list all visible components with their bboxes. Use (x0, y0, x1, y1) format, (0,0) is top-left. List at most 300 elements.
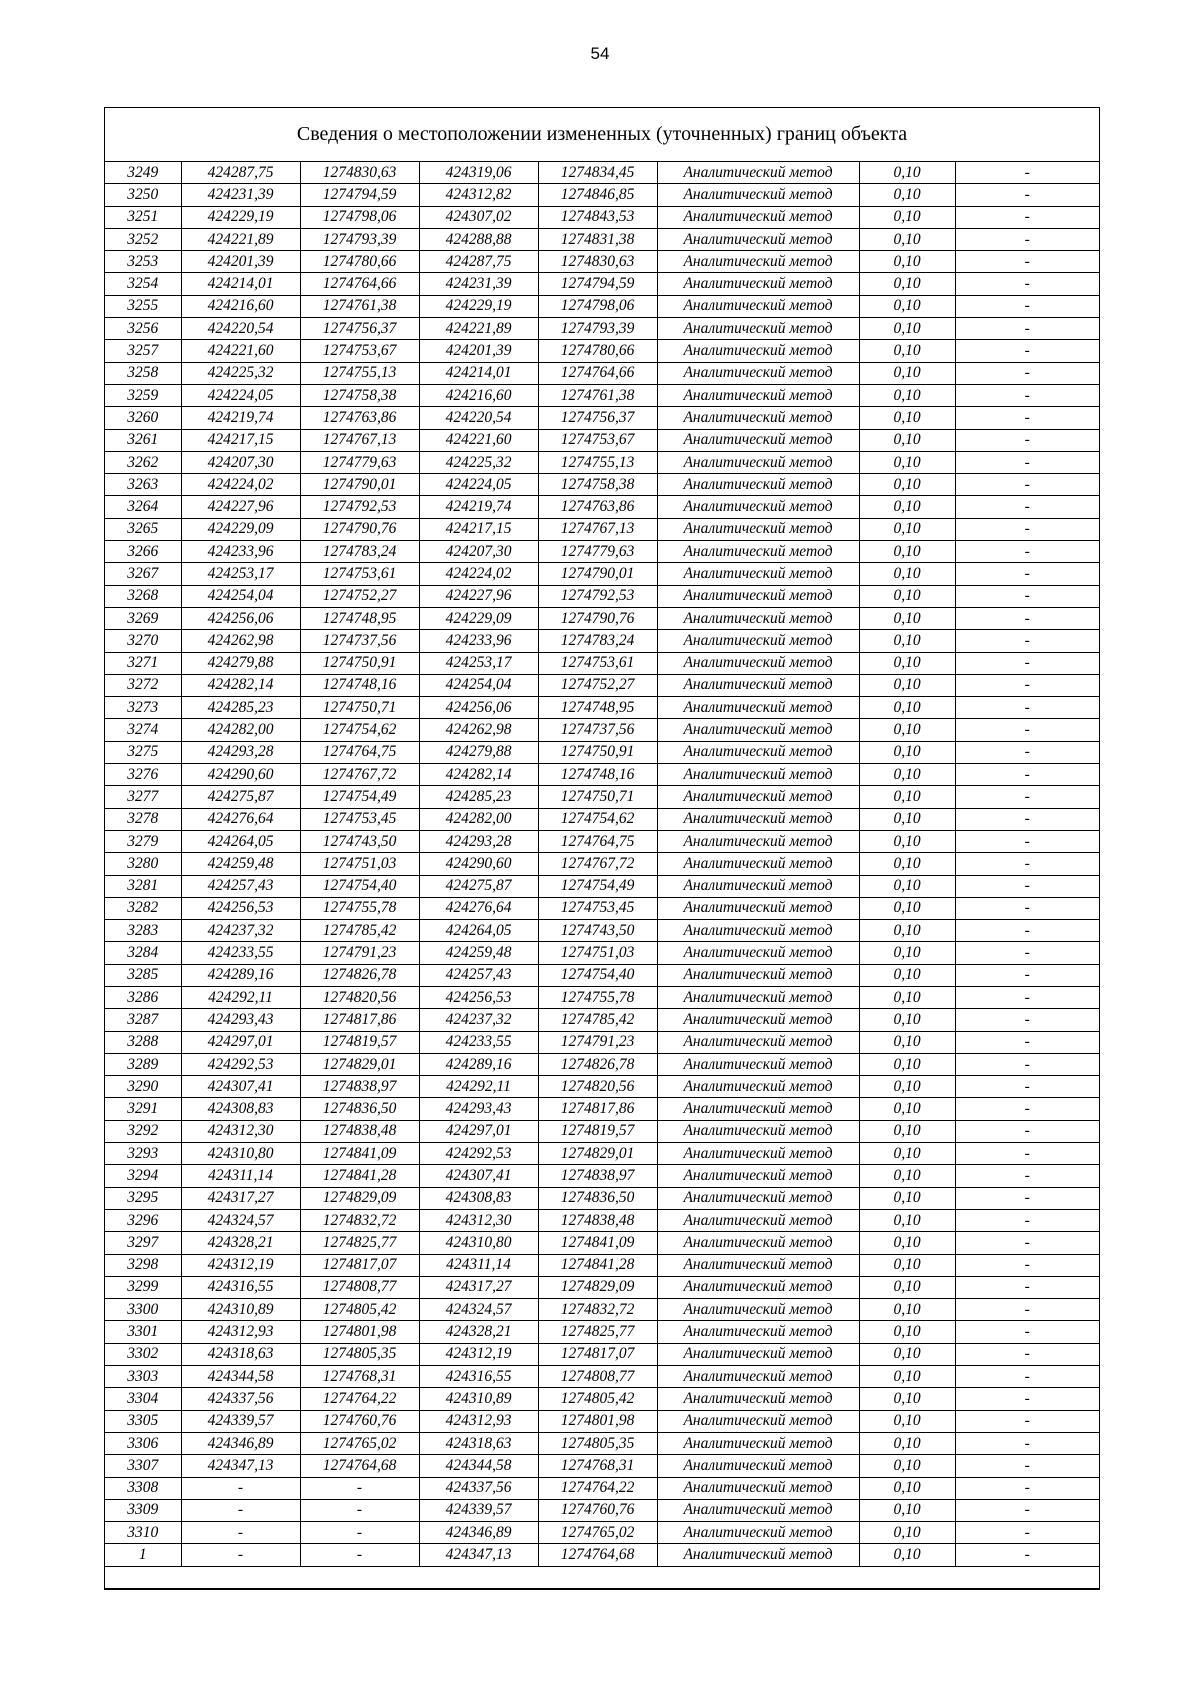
table-row (105, 1432, 1099, 1454)
method-cell: Аналитический метод (657, 474, 859, 496)
description-cell: - (955, 607, 1099, 629)
new-y-cell: 1274754,49 (538, 875, 657, 897)
precision-cell: 0,10 (859, 697, 955, 719)
new-x-cell: 424293,43 (419, 1098, 538, 1120)
old-x-cell: 424227,96 (181, 496, 300, 518)
point-number-cell: 3302 (105, 1343, 181, 1365)
method-cell: Аналитический метод (657, 206, 859, 228)
point-number-cell: 3300 (105, 1299, 181, 1321)
new-x-cell: 424219,74 (419, 496, 538, 518)
old-y-cell: 1274752,27 (300, 585, 419, 607)
precision-cell: 0,10 (859, 964, 955, 986)
old-x-cell: 424293,43 (181, 1009, 300, 1031)
description-cell: - (955, 1031, 1099, 1053)
table-row (105, 1053, 1099, 1075)
description-cell: - (955, 1187, 1099, 1209)
old-y-cell: 1274785,42 (300, 920, 419, 942)
new-x-cell: 424264,05 (419, 920, 538, 942)
method-cell: Аналитический метод (657, 451, 859, 473)
method-cell: Аналитический метод (657, 362, 859, 384)
new-y-cell: 1274764,22 (538, 1477, 657, 1499)
new-y-cell: 1274750,71 (538, 786, 657, 808)
old-y-cell: 1274755,78 (300, 897, 419, 919)
old-x-cell: 424308,83 (181, 1098, 300, 1120)
new-y-cell: 1274832,72 (538, 1299, 657, 1321)
new-x-cell: 424207,30 (419, 541, 538, 563)
new-y-cell: 1274768,31 (538, 1455, 657, 1477)
description-cell: - (955, 1388, 1099, 1410)
description-cell: - (955, 875, 1099, 897)
old-x-cell: 424347,13 (181, 1455, 300, 1477)
old-x-cell: 424293,28 (181, 741, 300, 763)
old-y-cell: 1274841,09 (300, 1143, 419, 1165)
method-cell: Аналитический метод (657, 1522, 859, 1544)
old-y-cell: 1274764,22 (300, 1388, 419, 1410)
old-y-cell: 1274836,50 (300, 1098, 419, 1120)
precision-cell: 0,10 (859, 206, 955, 228)
precision-cell: 0,10 (859, 920, 955, 942)
description-cell: - (955, 384, 1099, 406)
old-x-cell: 424292,53 (181, 1053, 300, 1075)
description-cell: - (955, 697, 1099, 719)
old-y-cell: 1274838,48 (300, 1120, 419, 1142)
new-x-cell: 424229,09 (419, 607, 538, 629)
table-row (105, 541, 1099, 563)
point-number-cell: 3269 (105, 607, 181, 629)
method-cell: Аналитический метод (657, 340, 859, 362)
new-x-cell: 424254,04 (419, 674, 538, 696)
table-row (105, 1165, 1099, 1187)
point-number-cell: 3273 (105, 697, 181, 719)
method-cell: Аналитический метод (657, 920, 859, 942)
new-x-cell: 424257,43 (419, 964, 538, 986)
table-row (105, 986, 1099, 1008)
new-x-cell: 424227,96 (419, 585, 538, 607)
new-y-cell: 1274819,57 (538, 1120, 657, 1142)
method-cell: Аналитический метод (657, 697, 859, 719)
method-cell: Аналитический метод (657, 429, 859, 451)
precision-cell: 0,10 (859, 585, 955, 607)
old-x-cell: 424346,89 (181, 1432, 300, 1454)
old-x-cell: 424201,39 (181, 251, 300, 273)
table-row (105, 563, 1099, 585)
table-row (105, 474, 1099, 496)
old-y-cell: 1274817,07 (300, 1254, 419, 1276)
new-x-cell: 424289,16 (419, 1053, 538, 1075)
table-row (105, 652, 1099, 674)
new-y-cell: 1274755,78 (538, 986, 657, 1008)
point-number-cell: 3309 (105, 1499, 181, 1521)
point-number-cell: 3266 (105, 541, 181, 563)
old-y-cell: 1274764,66 (300, 273, 419, 295)
point-number-cell: 3297 (105, 1232, 181, 1254)
old-y-cell: - (300, 1522, 419, 1544)
table-row (105, 1187, 1099, 1209)
table-row (105, 1321, 1099, 1343)
old-x-cell: 424229,09 (181, 518, 300, 540)
description-cell: - (955, 1165, 1099, 1187)
table-row (105, 1232, 1099, 1254)
point-number-cell: 3279 (105, 830, 181, 852)
table-row (105, 340, 1099, 362)
description-cell: - (955, 1009, 1099, 1031)
description-cell: - (955, 1098, 1099, 1120)
old-y-cell: 1274764,75 (300, 741, 419, 763)
new-x-cell: 424262,98 (419, 719, 538, 741)
old-x-cell: 424328,21 (181, 1232, 300, 1254)
table-row (105, 1120, 1099, 1142)
old-x-cell: 424221,60 (181, 340, 300, 362)
old-x-cell: 424219,74 (181, 407, 300, 429)
table-row (105, 1499, 1099, 1521)
table-row (105, 741, 1099, 763)
new-y-cell: 1274817,86 (538, 1098, 657, 1120)
new-x-cell: 424233,55 (419, 1031, 538, 1053)
point-number-cell: 3252 (105, 228, 181, 250)
new-x-cell: 424221,60 (419, 429, 538, 451)
new-y-cell: 1274783,24 (538, 630, 657, 652)
new-x-cell: 424346,89 (419, 1522, 538, 1544)
old-x-cell: 424337,56 (181, 1388, 300, 1410)
old-y-cell: 1274767,72 (300, 764, 419, 786)
old-x-cell: 424317,27 (181, 1187, 300, 1209)
table-title: Сведения о местоположении измененных (уточненных) границ объекта (105, 108, 1099, 162)
precision-cell: 0,10 (859, 1254, 955, 1276)
table-row (105, 1143, 1099, 1165)
new-x-cell: 424316,55 (419, 1366, 538, 1388)
new-x-cell: 424310,80 (419, 1232, 538, 1254)
description-cell: - (955, 228, 1099, 250)
description-cell: - (955, 206, 1099, 228)
description-cell: - (955, 1455, 1099, 1477)
new-x-cell: 424224,02 (419, 563, 538, 585)
method-cell: Аналитический метод (657, 585, 859, 607)
old-y-cell: 1274743,50 (300, 830, 419, 852)
point-number-cell: 3260 (105, 407, 181, 429)
table-row (105, 1366, 1099, 1388)
point-number-cell: 3250 (105, 184, 181, 206)
method-cell: Аналитический метод (657, 273, 859, 295)
new-x-cell: 424310,89 (419, 1388, 538, 1410)
new-y-cell: 1274750,91 (538, 741, 657, 763)
description-cell: - (955, 585, 1099, 607)
table-row (105, 518, 1099, 540)
point-number-cell: 3267 (105, 563, 181, 585)
description-cell: - (955, 674, 1099, 696)
new-y-cell: 1274805,42 (538, 1388, 657, 1410)
point-number-cell: 3256 (105, 318, 181, 340)
old-x-cell: 424282,14 (181, 674, 300, 696)
description-cell: - (955, 1232, 1099, 1254)
new-y-cell: 1274753,45 (538, 897, 657, 919)
new-y-cell: 1274794,59 (538, 273, 657, 295)
precision-cell: 0,10 (859, 184, 955, 206)
table-row (105, 1455, 1099, 1477)
point-number-cell: 3283 (105, 920, 181, 942)
old-y-cell: - (300, 1544, 419, 1566)
new-x-cell: 424307,41 (419, 1165, 538, 1187)
new-x-cell: 424201,39 (419, 340, 538, 362)
new-x-cell: 424308,83 (419, 1187, 538, 1209)
description-cell: - (955, 964, 1099, 986)
table-row (105, 1522, 1099, 1544)
new-y-cell: 1274764,75 (538, 830, 657, 852)
precision-cell: 0,10 (859, 719, 955, 741)
new-x-cell: 424317,27 (419, 1276, 538, 1298)
old-y-cell: 1274829,09 (300, 1187, 419, 1209)
new-y-cell: 1274779,63 (538, 541, 657, 563)
description-cell: - (955, 920, 1099, 942)
new-y-cell: 1274763,86 (538, 496, 657, 518)
new-x-cell: 424292,11 (419, 1076, 538, 1098)
old-y-cell: 1274793,39 (300, 228, 419, 250)
old-x-cell: 424256,53 (181, 897, 300, 919)
old-x-cell: 424224,02 (181, 474, 300, 496)
precision-cell: 0,10 (859, 786, 955, 808)
precision-cell: 0,10 (859, 1209, 955, 1231)
table-row (105, 384, 1099, 406)
precision-cell: 0,10 (859, 830, 955, 852)
table-row (105, 875, 1099, 897)
table-row (105, 228, 1099, 250)
precision-cell: 0,10 (859, 563, 955, 585)
method-cell: Аналитический метод (657, 295, 859, 317)
description-cell: - (955, 340, 1099, 362)
old-y-cell: 1274754,40 (300, 875, 419, 897)
new-y-cell: 1274748,95 (538, 697, 657, 719)
precision-cell: 0,10 (859, 318, 955, 340)
precision-cell: 0,10 (859, 1232, 955, 1254)
new-y-cell: 1274743,50 (538, 920, 657, 942)
description-cell: - (955, 407, 1099, 429)
old-y-cell: 1274783,24 (300, 541, 419, 563)
description-cell: - (955, 741, 1099, 763)
new-y-cell: 1274805,35 (538, 1432, 657, 1454)
method-cell: Аналитический метод (657, 541, 859, 563)
page-number: 54 (590, 44, 610, 63)
new-x-cell: 424339,57 (419, 1499, 538, 1521)
old-x-cell: 424310,89 (181, 1299, 300, 1321)
new-y-cell: 1274780,66 (538, 340, 657, 362)
point-number-cell: 3304 (105, 1388, 181, 1410)
new-y-cell: 1274838,97 (538, 1165, 657, 1187)
method-cell: Аналитический метод (657, 1098, 859, 1120)
point-number-cell: 3303 (105, 1366, 181, 1388)
description-cell: - (955, 1254, 1099, 1276)
table-row (105, 853, 1099, 875)
new-y-cell: 1274737,56 (538, 719, 657, 741)
old-y-cell: 1274767,13 (300, 429, 419, 451)
old-x-cell: 424229,19 (181, 206, 300, 228)
method-cell: Аналитический метод (657, 1031, 859, 1053)
old-y-cell: 1274748,16 (300, 674, 419, 696)
description-cell: - (955, 563, 1099, 585)
precision-cell: 0,10 (859, 741, 955, 763)
method-cell: Аналитический метод (657, 251, 859, 273)
old-y-cell: 1274829,01 (300, 1053, 419, 1075)
precision-cell: 0,10 (859, 1009, 955, 1031)
new-x-cell: 424282,00 (419, 808, 538, 830)
description-cell: - (955, 1366, 1099, 1388)
old-x-cell: 424221,89 (181, 228, 300, 250)
method-cell: Аналитический метод (657, 808, 859, 830)
old-x-cell: 424231,39 (181, 184, 300, 206)
table-row (105, 1031, 1099, 1053)
new-x-cell: 424297,01 (419, 1120, 538, 1142)
description-cell: - (955, 1343, 1099, 1365)
description-cell: - (955, 1143, 1099, 1165)
table-row (105, 1388, 1099, 1410)
description-cell: - (955, 362, 1099, 384)
new-y-cell: 1274790,01 (538, 563, 657, 585)
old-y-cell: 1274805,42 (300, 1299, 419, 1321)
new-y-cell: 1274755,13 (538, 451, 657, 473)
old-y-cell: 1274825,77 (300, 1232, 419, 1254)
method-cell: Аналитический метод (657, 942, 859, 964)
old-y-cell: 1274754,49 (300, 786, 419, 808)
method-cell: Аналитический метод (657, 407, 859, 429)
precision-cell: 0,10 (859, 407, 955, 429)
old-y-cell: 1274750,91 (300, 652, 419, 674)
coordinates-table (105, 162, 1099, 1589)
new-x-cell: 424311,14 (419, 1254, 538, 1276)
precision-cell: 0,10 (859, 384, 955, 406)
description-cell: - (955, 184, 1099, 206)
table-row (105, 808, 1099, 830)
method-cell: Аналитический метод (657, 184, 859, 206)
point-number-cell: 3295 (105, 1187, 181, 1209)
new-x-cell: 424275,87 (419, 875, 538, 897)
description-cell: - (955, 1432, 1099, 1454)
point-number-cell: 3258 (105, 362, 181, 384)
new-y-cell: 1274831,38 (538, 228, 657, 250)
precision-cell: 0,10 (859, 853, 955, 875)
new-y-cell: 1274760,76 (538, 1499, 657, 1521)
precision-cell: 0,10 (859, 1477, 955, 1499)
new-x-cell: 424290,60 (419, 853, 538, 875)
table-row (105, 786, 1099, 808)
table-row (105, 1343, 1099, 1365)
old-x-cell: 424297,01 (181, 1031, 300, 1053)
new-y-cell: 1274754,62 (538, 808, 657, 830)
point-number-cell: 3251 (105, 206, 181, 228)
description-cell: - (955, 652, 1099, 674)
old-x-cell: 424324,57 (181, 1209, 300, 1231)
point-number-cell: 3288 (105, 1031, 181, 1053)
description-cell: - (955, 1209, 1099, 1231)
point-number-cell: 3305 (105, 1410, 181, 1432)
table-row (105, 496, 1099, 518)
table-row (105, 585, 1099, 607)
precision-cell: 0,10 (859, 1165, 955, 1187)
description-cell: - (955, 1477, 1099, 1499)
table-row (105, 830, 1099, 852)
new-y-cell: 1274793,39 (538, 318, 657, 340)
new-y-cell: 1274767,72 (538, 853, 657, 875)
old-y-cell: 1274753,45 (300, 808, 419, 830)
point-number-cell: 3298 (105, 1254, 181, 1276)
new-x-cell: 424259,48 (419, 942, 538, 964)
precision-cell: 0,10 (859, 1544, 955, 1566)
old-y-cell: 1274779,63 (300, 451, 419, 473)
old-x-cell: - (181, 1477, 300, 1499)
point-number-cell: 3274 (105, 719, 181, 741)
table-row (105, 764, 1099, 786)
point-number-cell: 3282 (105, 897, 181, 919)
point-number-cell: 3264 (105, 496, 181, 518)
new-y-cell: 1274841,09 (538, 1232, 657, 1254)
new-x-cell: 424347,13 (419, 1544, 538, 1566)
new-y-cell: 1274829,09 (538, 1276, 657, 1298)
description-cell: - (955, 830, 1099, 852)
description-cell: - (955, 942, 1099, 964)
precision-cell: 0,10 (859, 942, 955, 964)
old-y-cell: 1274758,38 (300, 384, 419, 406)
point-number-cell: 3281 (105, 875, 181, 897)
description-cell: - (955, 897, 1099, 919)
new-y-cell: 1274753,61 (538, 652, 657, 674)
precision-cell: 0,10 (859, 1098, 955, 1120)
new-x-cell: 424220,54 (419, 407, 538, 429)
table-row (105, 697, 1099, 719)
new-x-cell: 424288,88 (419, 228, 538, 250)
method-cell: Аналитический метод (657, 786, 859, 808)
new-x-cell: 424292,53 (419, 1143, 538, 1165)
method-cell: Аналитический метод (657, 1343, 859, 1365)
table-row (105, 897, 1099, 919)
method-cell: Аналитический метод (657, 964, 859, 986)
table-row (105, 1544, 1099, 1566)
new-x-cell: 424279,88 (419, 741, 538, 763)
old-y-cell: 1274737,56 (300, 630, 419, 652)
point-number-cell: 3291 (105, 1098, 181, 1120)
point-number-cell: 3255 (105, 295, 181, 317)
point-number-cell: 3292 (105, 1120, 181, 1142)
old-x-cell: 424214,01 (181, 273, 300, 295)
old-y-cell: 1274790,76 (300, 518, 419, 540)
table-row (105, 362, 1099, 384)
table-row (105, 318, 1099, 340)
precision-cell: 0,10 (859, 674, 955, 696)
method-cell: Аналитический метод (657, 1076, 859, 1098)
point-number-cell: 3275 (105, 741, 181, 763)
table-row (105, 1076, 1099, 1098)
new-y-cell: 1274817,07 (538, 1343, 657, 1365)
new-x-cell: 424324,57 (419, 1299, 538, 1321)
new-y-cell: 1274825,77 (538, 1321, 657, 1343)
old-x-cell: 424253,17 (181, 563, 300, 585)
old-y-cell: - (300, 1499, 419, 1521)
method-cell: Аналитический метод (657, 986, 859, 1008)
new-x-cell: 424328,21 (419, 1321, 538, 1343)
method-cell: Аналитический метод (657, 1544, 859, 1566)
point-number-cell: 3306 (105, 1432, 181, 1454)
point-number-cell: 3294 (105, 1165, 181, 1187)
table-row (105, 295, 1099, 317)
table-row (105, 1009, 1099, 1031)
old-x-cell: 424216,60 (181, 295, 300, 317)
old-x-cell: 424311,14 (181, 1165, 300, 1187)
table-row (105, 1299, 1099, 1321)
description-cell: - (955, 518, 1099, 540)
new-x-cell: 424282,14 (419, 764, 538, 786)
new-y-cell: 1274808,77 (538, 1366, 657, 1388)
precision-cell: 0,10 (859, 474, 955, 496)
point-number-cell: 3262 (105, 451, 181, 473)
method-cell: Аналитический метод (657, 518, 859, 540)
point-number-cell: 3263 (105, 474, 181, 496)
precision-cell: 0,10 (859, 496, 955, 518)
